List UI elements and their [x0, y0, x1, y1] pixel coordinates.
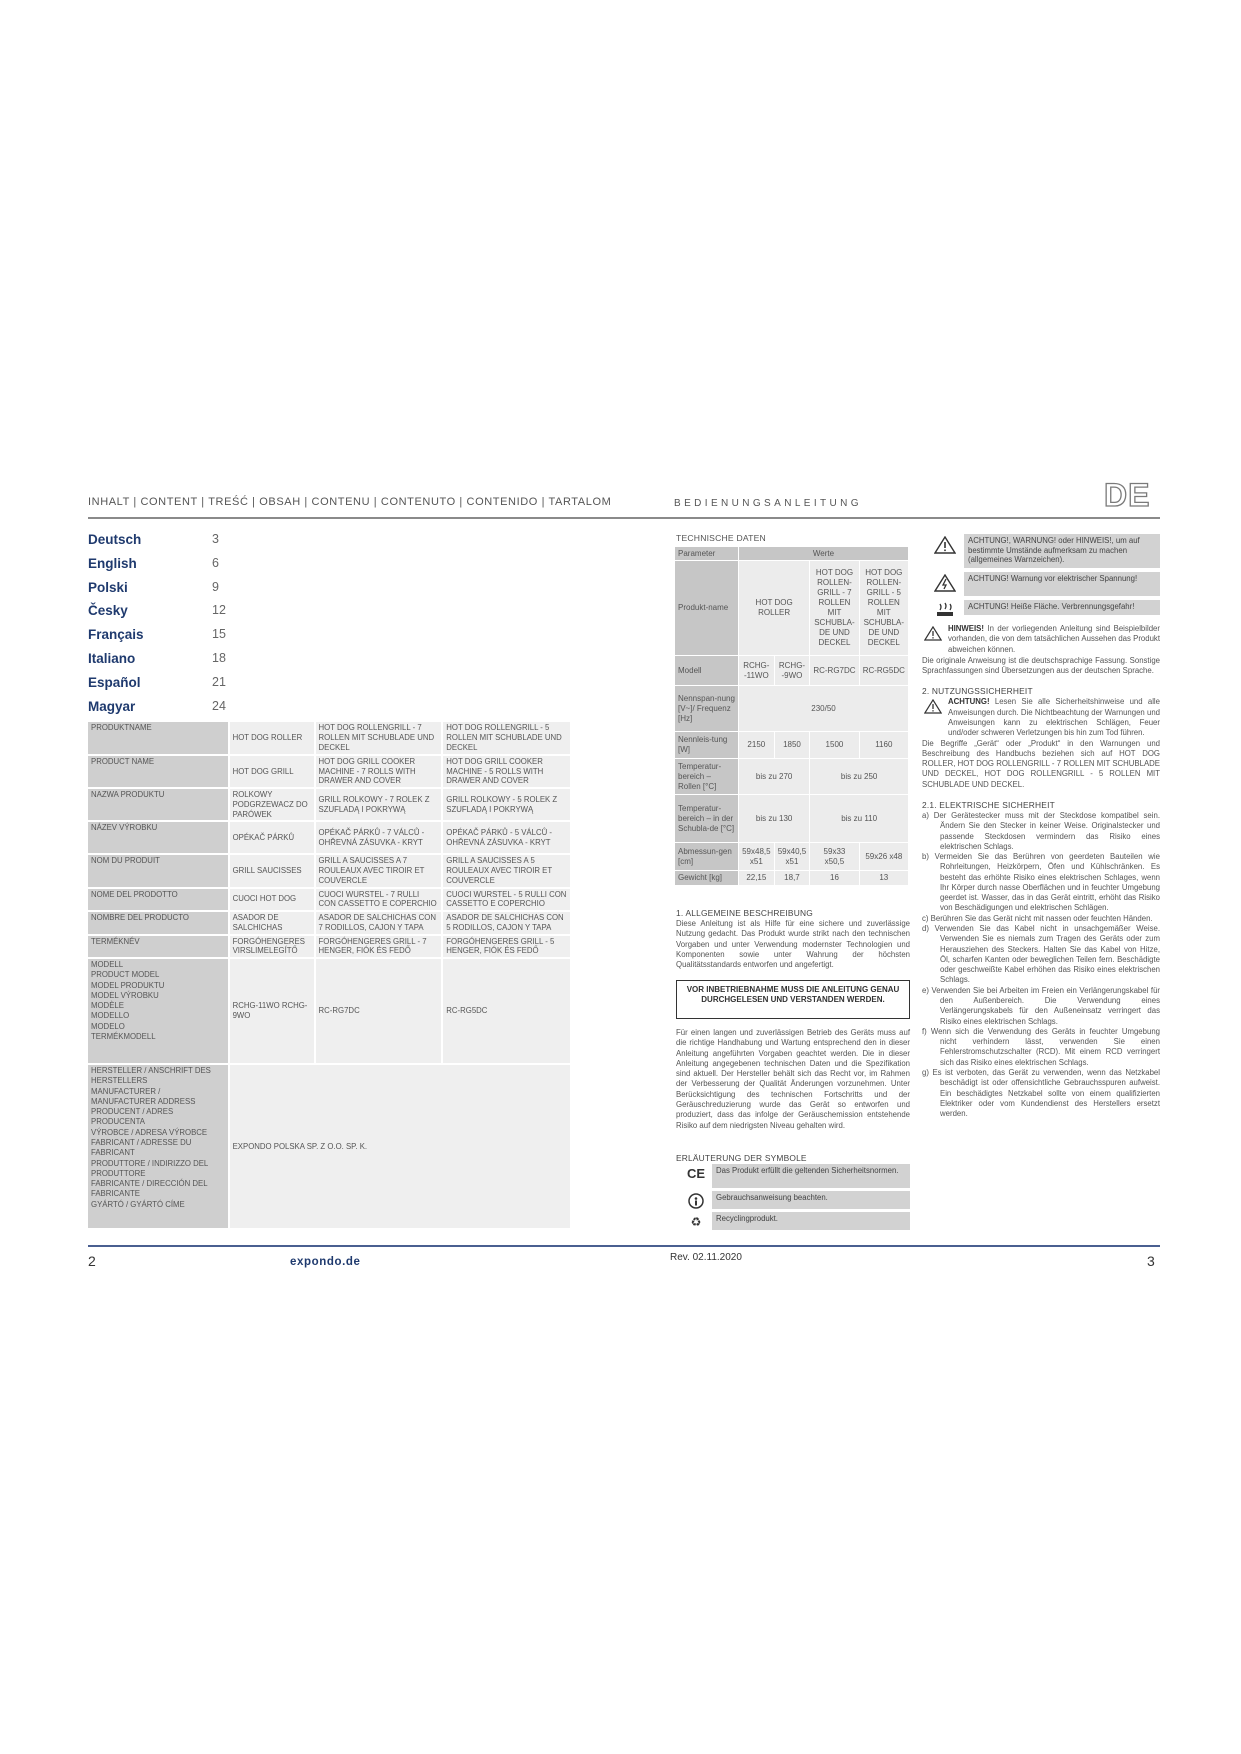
row-label: Temperatur-bereich – Rollen [°C]: [675, 759, 739, 795]
toc-language: Deutsch: [88, 532, 142, 547]
cell: 18,7: [774, 871, 810, 886]
cell: HOT DOG GRILL: [229, 755, 315, 788]
cell: 22,15: [739, 871, 775, 886]
header-values: Werte: [739, 547, 909, 561]
tech-data-title: TECHNISCHE DATEN: [676, 533, 766, 543]
header-divider: [88, 517, 1160, 519]
table-row: [675, 795, 909, 843]
toc-language: Italiano: [88, 650, 136, 666]
row-label: TERMÉKNÉV: [88, 935, 229, 958]
original-language-note: Die originale Anweisung ist die deutschsprachige Fassung. Sonstige Sprachfassungen sind Übersetzungen aus der deutschen Sprache.: [922, 655, 1160, 676]
table-row: [88, 854, 571, 887]
cell: CUOCI HOT DOG: [229, 888, 315, 911]
manufacturer-label: FABRICANT / ADRESSE DU FABRICANT: [91, 1137, 192, 1158]
row-label: NAZWA PRODUKTU: [88, 788, 229, 821]
cell: HOT DOG ROLLENGRILL - 5 ROLLEN MIT SCHUBLADE UND DECKEL: [442, 722, 571, 755]
cell: 2150: [739, 732, 775, 759]
hinweis-label: HINWEIS!: [948, 624, 984, 633]
cell: ROLKOWY PODGRZEWACZ DO PARÓWEK: [229, 788, 315, 821]
table-header-row: [675, 547, 909, 561]
row-label: NOME DEL PRODOTTO: [88, 888, 229, 911]
electric-warning-icon: [934, 574, 956, 592]
table-row: [675, 686, 909, 732]
row-label: NÁZEV VÝROBKU: [88, 821, 229, 854]
cell: bis zu 130: [739, 795, 810, 843]
cell: 59x40,5 x51: [774, 843, 810, 871]
toc-page-number: 12: [212, 603, 226, 618]
safety-column: [922, 624, 1160, 1119]
cell: GRILL A SAUCISSES A 7 ROULEAUX AVEC TIROIR ET COUVERCLE: [315, 854, 443, 887]
table-row: [88, 722, 571, 755]
manufacturer-row: [88, 1064, 571, 1228]
model-cell: RC-RG7DC: [315, 958, 443, 1064]
cell: 230/50: [739, 686, 909, 732]
cell: HOT DOG GRILL COOKER MACHINE - 7 ROLLS WITH DRAWER AND COVER: [315, 755, 443, 788]
terms-paragraph: Die Begriffe „Gerät“ oder „Produkt“ in den Warnungen und Beschreibung des Handbuchs beziehen sich auf HOT DOG ROLLER, HOT DOG ROLLENGRILL - 7 ROLLEN MIT SCHUBLADE UND DECKEL, HOT DOG ROLLENGRILL - 5 ROLLEN MIT SCHUBLADE UND DECKEL.: [922, 738, 1160, 789]
general-section: [676, 908, 910, 970]
warning-row: [934, 600, 1160, 615]
manufacturer-label: GYÁRTÓ / GYÁRTÓ CÍME: [91, 1199, 185, 1209]
read-manual-warning-box: VOR INBETRIEBNAHME MUSS DIE ANLEITUNG GENAU DURCHGELESEN UND VERSTANDEN WERDEN.: [676, 980, 910, 1019]
website-link[interactable]: expondo.de: [290, 1256, 361, 1268]
cell: HOT DOG ROLLENGRILL - 7 ROLLEN MIT SCHUBLADE UND DECKEL: [315, 722, 443, 755]
cell: RC-RG7DC: [810, 656, 859, 686]
toc-language: English: [88, 555, 137, 571]
general-section-continued: [676, 1028, 910, 1131]
table-row: [88, 788, 571, 821]
model-label: MODELL: [91, 960, 124, 970]
manufacturer-value: EXPONDO POLSKA SP. Z O.O. SP. K.: [229, 1064, 571, 1228]
toc-entry[interactable]: [88, 532, 288, 556]
table-row: [88, 755, 571, 788]
manufacturer-label: PRODUTTORE / INDIRIZZO DEL PRODUTTORE: [91, 1158, 208, 1178]
cell: 59x26 x48: [859, 843, 908, 871]
cell: GRILL A SAUCISSES A 5 ROULEAUX AVEC TIROIR ET COUVERCLE: [442, 854, 571, 887]
manufacturer-label: PRODUCENT / ADRES PRODUCENTA: [91, 1107, 174, 1127]
toc-entry[interactable]: [88, 651, 288, 675]
cell: 1160: [859, 732, 908, 759]
row-label: PRODUKTNAME: [88, 722, 229, 755]
safety-item: d) Verwenden Sie das Kabel nicht in unsachgemäßer Weise. Verwenden Sie es niemals zum Tragen des Geräts oder zum Herausziehen des Steckers. Halten Sie das Kabel von Hitze, Öl, scharfen Kanten oder beweglichen Teilen fern. Beschädigte oder geschweißte Kabel erhöhen das Risiko eines elektrischen Schlags.: [922, 924, 1160, 985]
cell: FORGÓHENGERES VIRSLIMELEGÍTŐ: [229, 935, 315, 958]
section-heading: 1. ALLGEMEINE BESCHREIBUNG: [676, 908, 813, 918]
revision-label: Rev. 02.11.2020: [670, 1252, 742, 1263]
paragraph: Diese Anleitung ist als Hilfe für eine sichere und zuverlässige Nutzung gedacht. Das Produkt wurde strikt nach den technischen Vorgaben und unter Verwendung modernster Technologien und Komponenten sowie unter Wahrung der höchsten Qualitätsstandards entworfen und angefertigt.: [676, 919, 910, 970]
cell: FORGÓHENGERES GRILL - 5 HENGER, FIÓK ÉS FEDŐ: [442, 935, 571, 958]
language-badge: DE: [1104, 477, 1151, 513]
table-of-contents: [88, 532, 288, 722]
cell: 59x33 x50,5: [810, 843, 859, 871]
header-parameter: Parameter: [675, 547, 739, 561]
cell: bis zu 270: [739, 759, 810, 795]
model-label: MODÈLE: [91, 1001, 124, 1011]
symbol-text: Gebrauchsanweisung beachten.: [712, 1191, 910, 1209]
table-row: [675, 561, 909, 656]
model-label: MODEL VÝROBKU: [91, 990, 159, 1000]
hinweis-note: [922, 624, 1160, 655]
cell: OPÉKAČ PÁRKŮ - 5 VÁLCŮ - OHŘEVNÁ ZÁSUVKA - KRYT: [442, 821, 571, 854]
footer-divider: [88, 1245, 1160, 1247]
table-row: [88, 821, 571, 854]
cell: ASADOR DE SALCHICHAS: [229, 911, 315, 934]
table-row: [675, 759, 909, 795]
warning-triangle-icon: [924, 626, 942, 646]
toc-entry[interactable]: [88, 603, 288, 627]
model-label: MODELO: [91, 1021, 125, 1031]
model-cell: RC-RG5DC: [442, 958, 571, 1064]
warning-text: ACHTUNG! Warnung vor elektrischer Spannung!: [964, 572, 1160, 596]
toc-page-number: 21: [212, 674, 226, 689]
cell: GRILL ROLKOWY - 5 ROLEK Z SZUFLADĄ I POKRYWĄ: [442, 788, 571, 821]
cell: 1500: [810, 732, 859, 759]
cell: ASADOR DE SALCHICHAS CON 7 RODILLOS, CAJON Y TAPA: [315, 911, 443, 934]
model-label: PRODUCT MODEL: [91, 970, 160, 980]
toc-entry[interactable]: [88, 627, 288, 651]
product-name-table: [88, 722, 572, 1228]
toc-page-number: 9: [212, 579, 219, 594]
warning-triangle-icon: [934, 536, 956, 554]
cell: ASADOR DE SALCHICHAS CON 5 RODILLOS, CAJON Y TAPA: [442, 911, 571, 934]
cell: OPÉKAČ PÁRKŮ - 7 VÁLCŮ - OHŘEVNÁ ZÁSUVKA - KRYT: [315, 821, 443, 854]
symbol-row: [676, 1164, 910, 1188]
warning-row: [934, 572, 1160, 596]
cell: 16: [810, 871, 859, 886]
safety-item: a) Der Gerätestecker muss mit der Steckdose kompatibel sein. Ändern Sie den Stecker in keiner Weise. Originalstecker und passende Steckdosen vermindern das Risiko eines elektrischen Schlags.: [922, 810, 1160, 851]
warning-row: [934, 534, 1160, 568]
recycling-icon: ♻: [690, 1215, 702, 1229]
cell: HOT DOG ROLLER: [229, 722, 315, 755]
row-label: NOMBRE DEL PRODUCTO: [88, 911, 229, 934]
manufacturer-label: HERSTELLER / ANSCHRIFT DES HERSTELLERS: [91, 1066, 211, 1086]
table-row: [88, 888, 571, 911]
model-label: MODEL PRODUKTU: [91, 980, 165, 990]
achtung-label: ACHTUNG!: [948, 697, 990, 707]
manufacturer-label: MANUFACTURER / MANUFACTURER ADDRESS: [91, 1086, 196, 1106]
toc-language: Polski: [88, 579, 128, 595]
row-label: Nennspan-nung [V~]/ Frequenz [Hz]: [675, 686, 739, 732]
cell: RCHG--9WO: [774, 656, 810, 686]
warning-triangle-icon: [924, 699, 942, 719]
cell: FORGÓHENGERES GRILL - 7 HENGER, FIÓK ÉS FEDŐ: [315, 935, 443, 958]
toc-entry[interactable]: [88, 580, 288, 604]
warning-text: ACHTUNG!, WARNUNG! oder HINWEIS!, um auf bestimmte Umstände aufmerksam zu machen (allgemeines Warnzeichen).: [964, 534, 1160, 568]
cell: HOT DOG GRILL COOKER MACHINE - 5 ROLLS WITH DRAWER AND COVER: [442, 755, 571, 788]
cell: 59x48,5 x51: [739, 843, 775, 871]
manufacturer-label: FABRICANTE / DIRECCIÓN DEL FABRICANTE: [91, 1179, 208, 1199]
cell: HOT DOG ROLLEN-GRILL - 7 ROLLEN MIT SCHUBLA-DE UND DECKEL: [810, 561, 859, 656]
page-number-left: 2: [88, 1253, 96, 1269]
manual-label: BEDIENUNGSANLEITUNG: [674, 498, 862, 509]
row-label: Produkt-name: [675, 561, 739, 656]
row-label: Modell: [675, 656, 739, 686]
model-row: [88, 958, 571, 1064]
cell: GRILL ROLKOWY - 7 ROLEK Z SZUFLADĄ I POKRYWĄ: [315, 788, 443, 821]
toc-entry[interactable]: [88, 556, 288, 580]
cell: RCHG--11WO: [739, 656, 775, 686]
toc-page-number: 15: [212, 627, 226, 642]
model-labels: [88, 958, 229, 1064]
row-label: Nennleis-tung [W]: [675, 732, 739, 759]
toc-entry[interactable]: [88, 675, 288, 699]
toc-language: Magyar: [88, 698, 136, 714]
toc-page-number: 24: [212, 698, 226, 713]
row-label: Temperatur-bereich – in der Schubla-de [°C]: [675, 795, 739, 843]
toc-page-number: 3: [212, 532, 219, 546]
paragraph: Für einen langen und zuverlässigen Betrieb des Geräts muss auf die richtige Handhabung und Wartung entsprechend den in dieser Anleitung angeführten Vorgaben geachtet werden. Die in dieser Anleitung angegebenen technischen Daten und die Spezifikation sind aktuell. Der Hersteller behält sich das Recht vor, im Rahmen der Verbesserung der Qualität Änderungen vorzunehmen. Unter Berücksichtigung des technischen Fortschritts und der Geräuschreduzierung wurde das Gerät so entworfen und produziert, dass das infolge der Geräuschemission entstehende Risiko auf dem niedrigsten Niveau gehalten wird.: [676, 1028, 910, 1130]
symbol-text: Recyclingprodukt.: [712, 1212, 910, 1230]
table-row: [675, 732, 909, 759]
toc-entry[interactable]: [88, 699, 288, 723]
safety-item: g) Es ist verboten, das Gerät zu verwenden, wenn das Netzkabel beschädigt ist oder offensichtliche Gebrauchsspuren aufweist. Ein beschädigtes Netzkabel sollte von einem qualifizierten Elektriker oder vom Kundendienst des Herstellers ersetzt werden.: [922, 1067, 1160, 1119]
row-label: Gewicht [kg]: [675, 871, 739, 886]
toc-page-number: 6: [212, 555, 219, 570]
manufacturer-labels: [88, 1064, 229, 1228]
read-manual-icon: [686, 1193, 706, 1209]
cell: bis zu 250: [810, 759, 909, 795]
row-label: Abmessun-gen [cm]: [675, 843, 739, 871]
toc-language: Česky: [88, 603, 128, 619]
toc-language: Français: [88, 627, 144, 643]
row-label: PRODUCT NAME: [88, 755, 229, 788]
symbol-row: [676, 1191, 910, 1209]
safety-item: c) Berühren Sie das Gerät nicht mit nassen oder feuchten Händen.: [922, 913, 1153, 923]
model-label: TERMÉKMODELL: [91, 1031, 156, 1041]
table-row: [675, 656, 909, 686]
safety-item: f) Wenn sich die Verwendung des Geräts in feuchter Umgebung nicht verhindern lässt, verwenden Sie einen Fehlerstromschutzschalter (RCD). Mit einem RCD verringert sich das Risiko eines elektrischen Schlags.: [922, 1026, 1160, 1067]
symbol-row: [676, 1212, 910, 1230]
model-label: MODELLO: [91, 1011, 130, 1021]
cell: CUOCI WURSTEL - 5 RULLI CON CASSETTO E COPERCHIO: [442, 888, 571, 911]
section-heading: 2.1. ELEKTRISCHE SICHERHEIT: [922, 799, 1055, 810]
achtung-note: [922, 697, 1160, 738]
cell: CUOCI WURSTEL - 7 RULLI CON CASSETTO E COPERCHIO: [315, 888, 443, 911]
table-row: [675, 843, 909, 871]
row-label: NOM DU PRODUIT: [88, 854, 229, 887]
safety-item: e) Verwenden Sie bei Arbeiten im Freien ein Verlängerungskabel für den Außenbereich. Die Verwendung eines Verlängerungskabels für den Außeneinsatz verringert das Risiko eines elektrischen Schlags.: [922, 985, 1160, 1026]
table-row: [88, 935, 571, 958]
section-heading: 2. NUTZUNGSSICHERHEIT: [922, 686, 1033, 697]
cell: 13: [859, 871, 908, 886]
warning-text: ACHTUNG! Heiße Fläche. Verbrennungsgefahr!: [964, 600, 1160, 615]
cell: bis zu 110: [810, 795, 909, 843]
cell: RC-RG5DC: [859, 656, 908, 686]
contents-bar: INHALT | CONTENT | TREŚĆ | OBSAH | CONTENU | CONTENUTO | CONTENIDO | TARTALOM: [88, 496, 612, 508]
safety-item: b) Vermeiden Sie das Berühren von geerdeten Bauteilen wie Rohrleitungen, Heizkörpern, Öfen und Kühlschränken. Es besteht das erhöhte Risiko eines elektrischen Schlages, wenn Ihr Körper durch nasse Oberflächen und in feuchter Umgebung geerdet ist. Wasser, das in das Gerät eintritt, erhöht das Risiko von Beschädigungen und elektrischen Schlägen.: [922, 852, 1160, 913]
manufacturer-label: VÝROBCE / ADRESA VÝROBCE: [91, 1127, 208, 1137]
table-row: [88, 911, 571, 934]
cell: HOT DOG ROLLEN-GRILL - 5 ROLLEN MIT SCHUBLA-DE UND DECKEL: [859, 561, 908, 656]
cell: 1850: [774, 732, 810, 759]
toc-page-number: 18: [212, 650, 226, 665]
cell: OPÉKAČ PÁRKŮ: [229, 821, 315, 854]
page-number-right: 3: [1147, 1253, 1155, 1269]
symbols-heading: ERLÄUTERUNG DER SYMBOLE: [676, 1153, 807, 1163]
ce-mark-icon: CE: [686, 1166, 706, 1181]
symbol-text: Das Produkt erfüllt die geltenden Sicherheitsnormen.: [712, 1164, 910, 1188]
toc-language: Español: [88, 674, 141, 690]
cell: HOT DOG ROLLER: [739, 561, 810, 656]
hinweis-text: In der vorliegenden Anleitung sind Beispielbilder vorhanden, die von dem tatsächlichen Aussehen das Produkt abweichen können.: [948, 624, 1160, 654]
achtung-text: Lesen Sie alle Sicherheitshinweise und alle Anweisungen durch. Die Nichtbeachtung der Warnungen und Anweisungen kann zu elektrischen Schlägen, Feuer und/oder schweren Verletzungen bis hin zum Tod führen.: [948, 697, 1160, 738]
cell: GRILL SAUCISSES: [229, 854, 315, 887]
table-row: [675, 871, 909, 886]
hot-surface-icon: [934, 602, 956, 620]
tech-data-table: [674, 546, 909, 886]
model-cell: RCHG-11WO RCHG-9WO: [229, 958, 315, 1064]
